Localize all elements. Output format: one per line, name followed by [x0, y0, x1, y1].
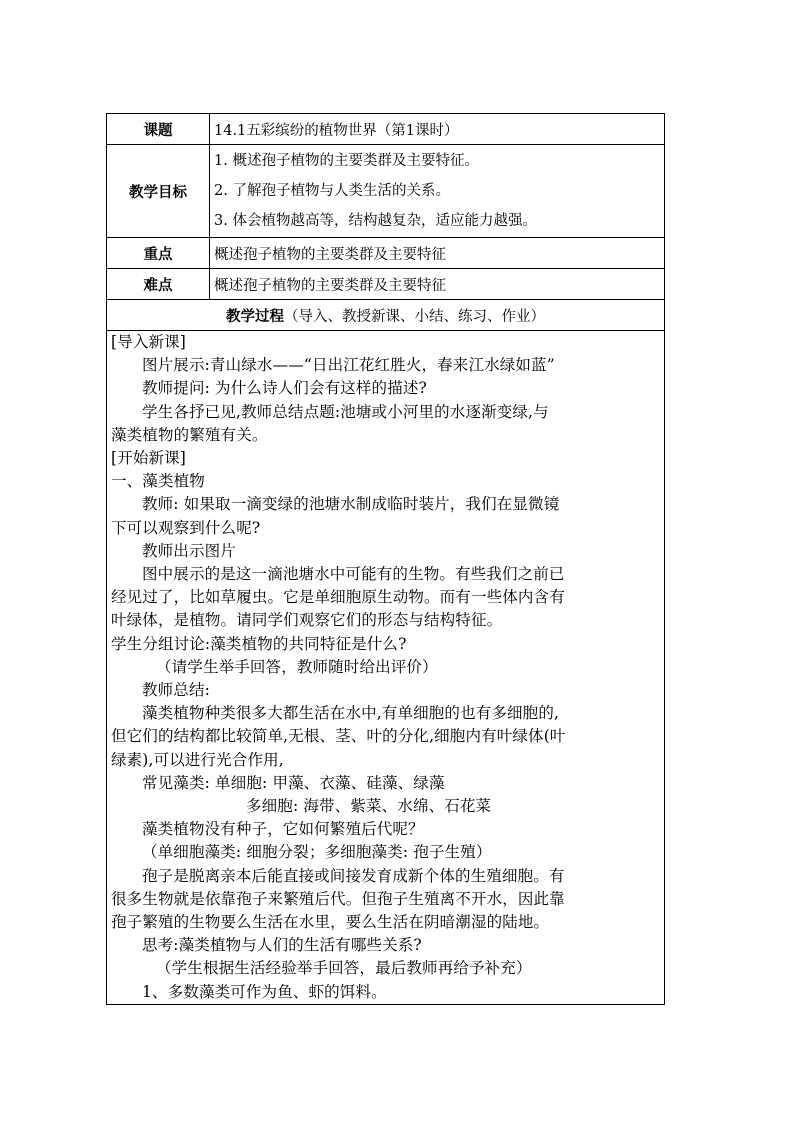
- text-line: 下可以观察到什么呢?: [111, 518, 261, 537]
- topic-label: 课题: [107, 114, 210, 145]
- text-line: 绿素),可以进行光合作用,: [111, 750, 284, 769]
- text-line: 图中展示的是这一滴池塘水中可能有的生物。有些我们之前已: [142, 565, 565, 584]
- text-line: 教师总结:: [142, 681, 210, 700]
- goal-item: 3. 体会植物越高等，结构越复杂，适应能力越强。: [214, 213, 537, 229]
- text-line: 教师提问: 为什么诗人们会有这样的描述?: [142, 379, 427, 398]
- section-heading-intro: [导入新课]: [111, 333, 186, 351]
- process-title: 教学过程: [226, 308, 284, 325]
- difficulty-label: 难点: [107, 269, 210, 300]
- text-line: 教师: 如果取一滴变绿的池塘水制成临时装片，我们在显微镜: [142, 495, 560, 514]
- text-line: 学生分组讨论:藻类植物的共同特征是什么?: [111, 634, 407, 653]
- text-line: 常见藻类: 单细胞: 甲藻、衣藻、硅藻、绿藻: [142, 773, 445, 792]
- text-line: 藻类植物没有种子，它如何繁殖后代呢？: [142, 820, 424, 839]
- goals-label: 教学目标: [107, 145, 210, 238]
- lesson-plan-table: [106, 113, 665, 1005]
- goals-row: [107, 145, 665, 238]
- text-line: 很多生物就是依靠孢子来繁殖后代。但孢子生殖离不开水，因此靠: [111, 889, 565, 908]
- difficulty-row: [107, 269, 665, 300]
- text-line: 叶绿体，是植物。请同学们观察它们的形态与结构特征。: [111, 611, 503, 630]
- goal-item: 2. 了解孢子植物与人类生活的关系。: [214, 183, 450, 199]
- text-line: 藻类植物的繁殖有关。: [111, 425, 268, 444]
- text-line: 思考:藻类植物与人们的生活有哪些关系?: [142, 936, 422, 955]
- difficulty-value: 概述孢子植物的主要类群及主要特征: [210, 269, 665, 300]
- text-line: 图片展示:青山绿水——“日出江花红胜火，春来江水绿如蓝”: [142, 356, 555, 375]
- text-line: 教师出示图片: [142, 541, 236, 560]
- goal-item: 1. 概述孢子植物的主要类群及主要特征。: [214, 153, 479, 169]
- text-line: 1、多数藻类可作为鱼、虾的饵料。: [142, 982, 387, 1001]
- process-subtitle: （导入、教授新课、小结、练习、作业）: [284, 308, 545, 325]
- goals-cell: [210, 145, 665, 238]
- text-line: （请学生举手回答，教师随时给出评价）: [156, 657, 438, 676]
- text-line: （学生根据生活经验举手回答，最后教师再给予补充）: [156, 959, 532, 978]
- topic-value: 14.1五彩缤纷的植物世界（第1课时）: [210, 114, 665, 145]
- process-header: [107, 300, 665, 331]
- text-line: 孢子繁殖的生物要么生活在水里，要么生活在阴暗潮湿的陆地。: [111, 913, 550, 932]
- section-heading-algae: 一、藻类植物: [111, 472, 205, 491]
- key-point-value: 概述孢子植物的主要类群及主要特征: [210, 238, 665, 269]
- text-line: 但它们的结构都比较简单,无根、茎、叶的分化,细胞内有叶绿体(叶: [111, 727, 566, 746]
- key-point-row: [107, 238, 665, 269]
- key-point-label: 重点: [107, 238, 210, 269]
- text-line: 藻类植物种类很多大都生活在水中,有单细胞的也有多细胞的,: [142, 704, 560, 723]
- text-line: 多细胞: 海带、紫菜、水绵、石花菜: [246, 797, 492, 816]
- process-body: [107, 331, 665, 1005]
- section-heading-new-lesson: [开始新课]: [111, 449, 186, 468]
- text-line: 孢子是脱离亲本后能直接或间接发育成新个体的生殖细胞。有: [142, 866, 565, 885]
- topic-row: [107, 114, 665, 145]
- process-body-row: [107, 331, 665, 1005]
- lesson-plan-sheet: [106, 113, 665, 1005]
- text-line: （单细胞藻类: 细胞分裂；多细胞藻类: 孢子生殖）: [142, 843, 492, 862]
- text-line: 经见过了，比如草履虫。它是单细胞原生动物。而有一些体内含有: [111, 588, 565, 607]
- text-line: 学生各抒已见,教师总结点题:池塘或小河里的水逐渐变绿,与: [142, 402, 549, 421]
- process-header-row: [107, 300, 665, 331]
